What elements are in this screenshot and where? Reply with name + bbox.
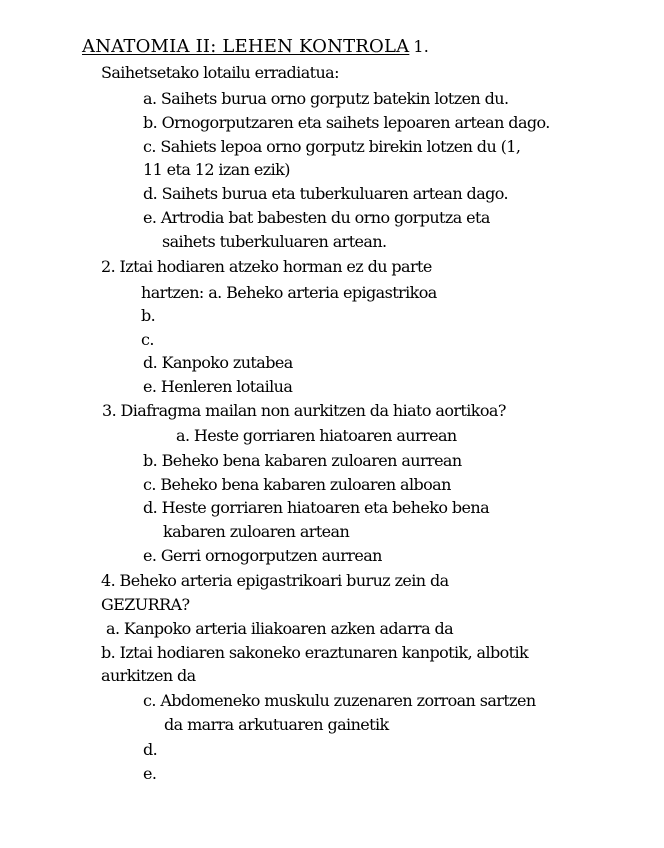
q2-option-d: d. Kanpoko zutabea	[143, 353, 293, 372]
q3-option-d-cont: kabaren zuloaren artean	[163, 522, 350, 541]
q4-option-b: b. Iztai hodiaren sakoneko eraztunaren kanpotik, albotik	[101, 643, 529, 662]
q1-option-d: d. Saihets burua eta tuberkuluaren artean dago.	[143, 184, 509, 203]
q1-option-e: e. Artrodia bat babesten du orno gorputza eta	[143, 208, 490, 227]
q4-option-e: e.	[143, 764, 157, 783]
title-number: 1.	[413, 37, 430, 56]
q2-option-c: c.	[141, 330, 154, 349]
q2-option-b: b.	[141, 306, 156, 325]
q4-option-a: a. Kanpoko arteria iliakoaren azken adarra da	[106, 619, 454, 638]
q1-option-a: a. Saihets burua orno gorputz batekin lotzen du.	[143, 89, 509, 108]
q4-option-b-cont: aurkitzen da	[101, 666, 196, 685]
q4-stem: 4. Beheko arteria epigastrikoari buruz zein da	[101, 571, 449, 590]
q3-option-b: b. Beheko bena kabaren zuloaren aurrean	[143, 451, 462, 470]
q1-option-c: c. Sahiets lepoa orno gorputz birekin lotzen du (1,	[143, 137, 521, 156]
title-text: ANATOMIA II: LEHEN KONTROLA	[82, 36, 410, 57]
q4-option-d: d.	[143, 740, 158, 759]
q1-option-c-cont: 11 eta 12 izan ezik)	[143, 160, 290, 179]
q4-option-c: c. Abdomeneko muskulu zuzenaren zorroan sartzen	[143, 691, 536, 710]
q1-stem: Saihetsetako lotailu erradiatua:	[101, 63, 339, 82]
q2-stem-cont-option-a: hartzen: a. Beheko arteria epigastrikoa	[141, 283, 437, 302]
q3-option-e: e. Gerri ornogorputzen aurrean	[143, 546, 382, 565]
q3-stem: 3. Diafragma mailan non aurkitzen da hiato aortikoa?	[102, 401, 506, 420]
q2-stem: 2. Iztai hodiaren atzeko horman ez du parte	[101, 257, 432, 276]
q3-option-d: d. Heste gorriaren hiatoaren eta beheko bena	[143, 498, 490, 517]
q3-option-a: a. Heste gorriaren hiatoaren aurrean	[176, 426, 457, 445]
q1-option-e-cont: saihets tuberkuluaren artean.	[162, 232, 387, 251]
page-title	[82, 36, 429, 58]
q4-stem-cont: GEZURRA?	[101, 595, 190, 614]
q1-option-b: b. Ornogorputzaren eta saihets lepoaren artean dago.	[143, 113, 550, 132]
q2-option-e: e. Henleren lotailua	[143, 377, 293, 396]
q3-option-c: c. Beheko bena kabaren zuloaren alboan	[143, 475, 451, 494]
q4-option-c-cont: da marra arkutuaren gainetik	[164, 715, 389, 734]
